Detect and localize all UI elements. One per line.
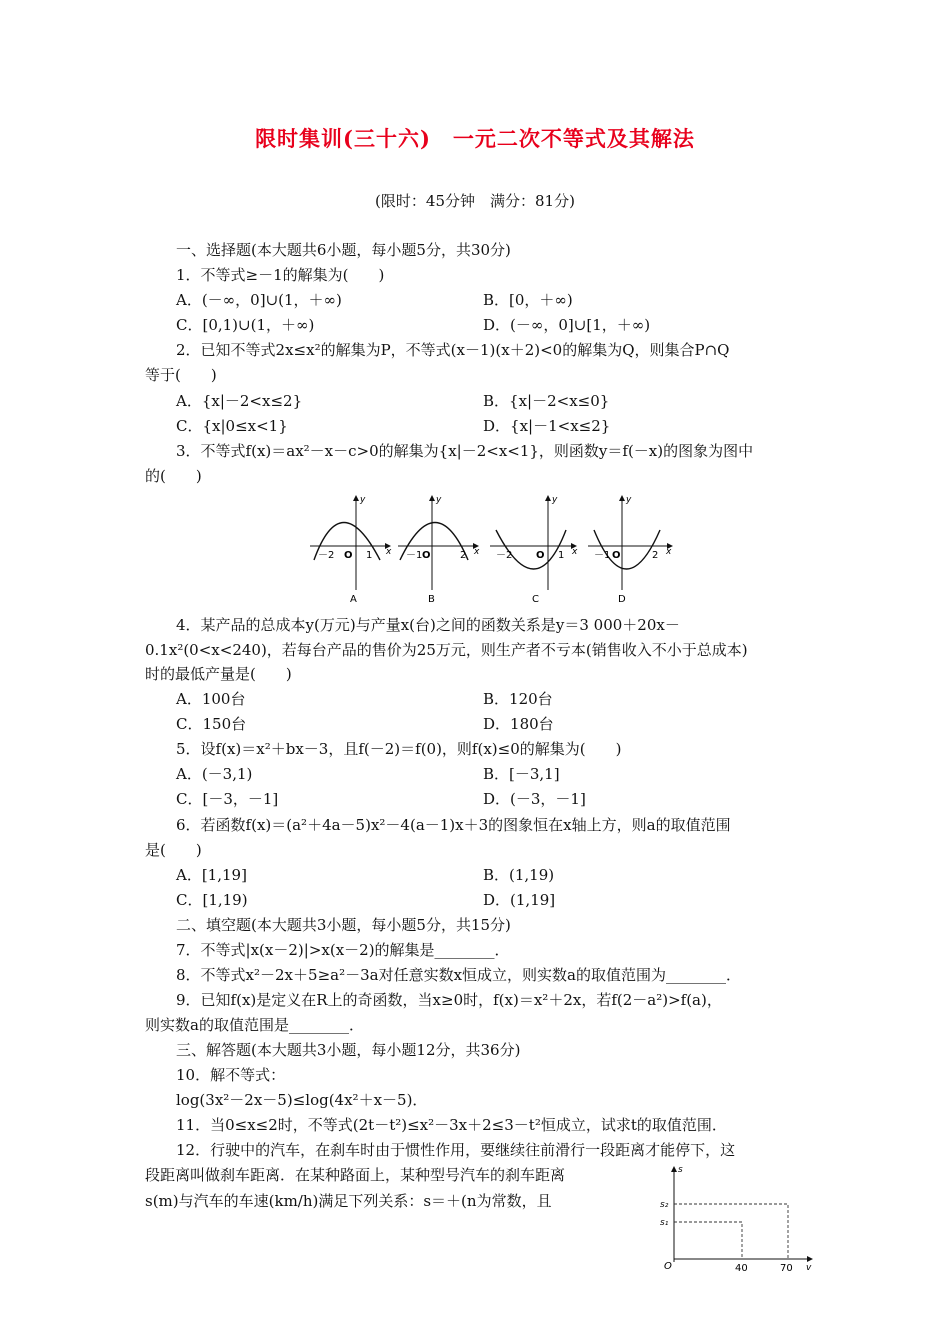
q2-option-d: D．{x|－1<x≤2} [483,417,611,435]
graph-d-y-label: y [626,495,632,505]
time-limit: (限时：45分钟 满分：81分) [375,192,575,210]
graph-d [588,495,672,605]
q8: 8．不等式x²－2x＋5≥a²－3a对任意实数x恒成立，则实数a的取值范围为________． [176,966,741,984]
q3-stem-line2: 的( ) [145,467,202,485]
graph-b-origin: O [422,550,431,561]
q12-v1: 40 [735,1263,748,1274]
graph-a-y-label: y [360,495,366,505]
graph-a [310,495,392,605]
q1-option-c: C．[0,1)∪(1，＋∞) [176,316,315,334]
graph-c [490,495,578,605]
graph-b-y-label: y [436,495,442,505]
q5-option-b: B．[－3,1] [483,765,560,783]
q6-option-d: D．(1,19] [483,891,556,909]
q6-stem-line2: 是( ) [145,841,202,859]
q12-line3: s(m)与汽车的车速(km/h)满足下列关系：s＝＋(n为常数，且 [145,1192,552,1210]
q4-option-a: A．100台 [176,690,246,708]
q6-stem-line1: 6．若函数f(x)＝(a²＋4a－5)x²－4(a－1)x＋3的图象恒在x轴上方，则a的取值范围 [176,816,731,834]
graph-a-tick-2: 1 [366,550,373,561]
graph-d-tick-2: 2 [652,550,659,561]
q5-option-c: C．[－3，－1] [176,790,279,808]
graph-a-x-label: x [386,547,392,557]
q5-option-a: A．(－3,1) [176,765,253,783]
q6-option-b: B．(1,19) [483,866,555,884]
q11: 11．当0≤x≤2时，不等式(2t－t²)≤x²－3x＋2≤3－t²恒成立，试求t的取值范围． [176,1116,727,1134]
graph-c-tick-1: －2 [496,550,513,561]
q6-option-c: C．[1,19) [176,891,248,909]
graph-c-origin: O [536,550,545,561]
q9-line1: 9．已知f(x)是定义在R上的奇函数，当x≥0时，f(x)＝x²＋2x，若f(2－a²)>f(a)， [176,991,722,1009]
q2-stem-line2: 等于( ) [145,366,217,384]
q3-stem-line1: 3．不等式f(x)＝ax²－x－c>0的解集为{x|－2<x<1}，则函数y＝f(－x)的图象为图中 [176,442,754,460]
q12-v2: 70 [780,1263,793,1274]
q9-line2: 则实数a的取值范围是________． [145,1016,364,1034]
q10-line2: log(3x²－2x－5)≤log(4x²＋x－5)． [176,1091,428,1109]
graph-c-y-label: y [552,495,558,505]
q1-option-a: A．(－∞，0]∪(1，＋∞) [176,291,342,309]
graph-d-caption: D [618,594,626,605]
q12-figure [652,1162,822,1277]
q5-stem: 5．设f(x)＝x²＋bx－3，且f(－2)＝f(0)，则f(x)≤0的解集为( ) [176,740,622,758]
q12-line1: 12．行驶中的汽车，在刹车时由于惯性作用，要继续往前滑行一段距离才能停下，这 [176,1141,736,1159]
section-answer: 三、解答题(本大题共3小题，每小题12分，共36分) [176,1041,521,1059]
graph-a-origin: O [344,550,353,561]
q4-stem-line3: 时的最低产量是( ) [145,665,292,683]
graph-d-tick-1: －1 [594,550,611,561]
graph-b-tick-1: －1 [406,550,423,561]
q5-option-d: D．(－3，－1] [483,790,586,808]
q12-line2: 段距离叫做刹车距离．在某种路面上，某种型号汽车的刹车距离 [145,1166,566,1184]
q12-v-label: v [806,1263,812,1273]
graph-c-x-label: x [572,547,578,557]
section-choice: 一、选择题(本大题共6小题，每小题5分，共30分) [176,241,511,259]
graph-d-x-label: x [666,547,672,557]
graph-c-tick-2: 1 [558,550,565,561]
q2-stem-line1: 2．已知不等式2x≤x²的解集为P，不等式(x－1)(x＋2)<0的解集为Q，则集合P∩Q [176,341,730,359]
graph-a-caption: A [350,594,357,605]
graph-b [398,495,480,605]
q12-dash-s1 [674,1222,742,1259]
q1-stem: 1．不等式≥－1的解集为( ) [176,266,385,284]
graph-b-x-label: x [474,547,480,557]
q4-stem-line1: 4．某产品的总成本y(万元)与产量x(台)之间的函数关系是y＝3 000＋20x－ [176,616,680,634]
q4-option-b: B．120台 [483,690,553,708]
q2-option-b: B．{x|－2<x≤0} [483,392,610,410]
graph-a-tick-1: －2 [318,550,335,561]
q4-option-d: D．180台 [483,715,554,733]
q1-option-d: D．(－∞，0]∪[1，＋∞) [483,316,651,334]
graph-d-origin: O [612,550,621,561]
q12-origin: O [664,1261,672,1272]
section-fill-in: 二、填空题(本大题共3小题，每小题5分，共15分) [176,916,511,934]
q10-line1: 10．解不等式： [176,1066,286,1084]
graph-b-caption: B [428,594,435,605]
page-title: 限时集训(三十六) 一元二次不等式及其解法 [255,126,695,151]
q12-s1-label: s₁ [660,1218,669,1228]
graph-c-caption: C [532,594,539,605]
q6-option-a: A．[1,19] [176,866,247,884]
q12-dash-s2 [674,1204,788,1259]
q7: 7．不等式|x(x－2)|>x(x－2)的解集是________． [176,941,510,959]
graph-b-tick-2: 2 [460,550,467,561]
q2-option-a: A．{x|－2<x≤2} [176,392,303,410]
q12-s-label: s [678,1165,683,1175]
q4-stem-line2: 0.1x²(0<x<240)，若每台产品的售价为25万元，则生产者不亏本(销售收入不小于总成本) [145,641,748,659]
q4-option-c: C．150台 [176,715,247,733]
q1-option-b: B．[0，＋∞) [483,291,573,309]
q3-graphs [300,490,680,605]
q12-s2-label: s₂ [660,1200,669,1210]
q2-option-c: C．{x|0≤x<1} [176,417,288,435]
